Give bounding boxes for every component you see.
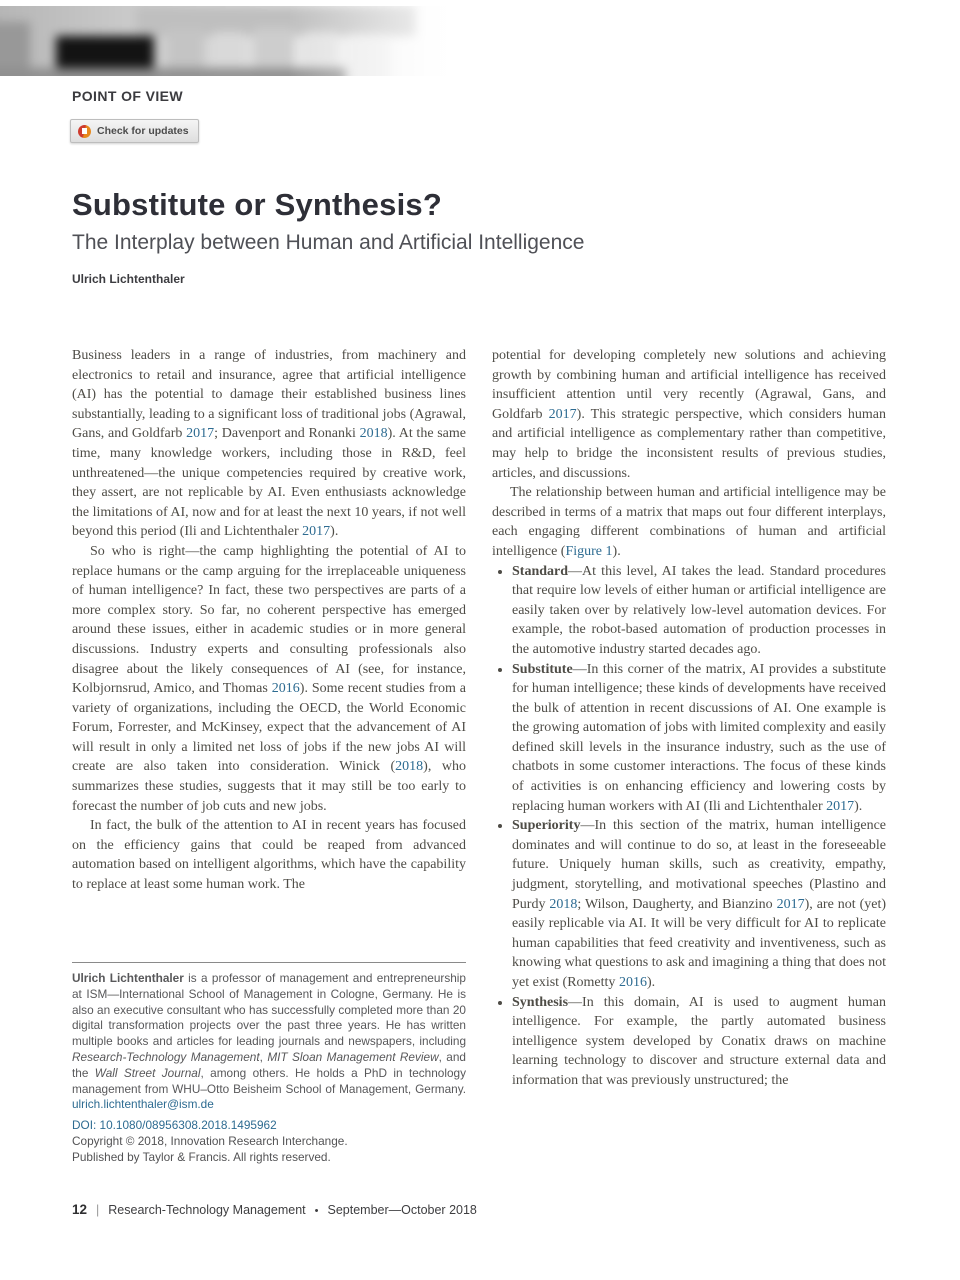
issue-date: September—October 2018 <box>327 1203 477 1217</box>
paragraph-debate: So who is right—the camp highlighting the potential of AI to replace humans or the camp arguing for the irreplaceable uniqueness of human intelligence? In fact, these two perspectives are parts of a more complex story. So far, no coherent perspective has emerged around these issues, either in academic studies or in more general discussions. Industry experts and consulting professionals also disagree about the likely consequences of AI (see, for instance, Kolbjornsrud, Amico, and Thomas 2016). Some recent studies from a variety of organizations, including the OECD, the World Economic Forum, Forrester, and McKinsey, expect that the advancement of AI will result in only a limited net loss of jobs if the new jobs AI will create are also taken into consideration. Winick (2018), who summarizes these studies, suggests that it may still be too early to forecast the number of job cuts and new jobs. <box>72 543 467 814</box>
doi-link[interactable]: DOI: 10.1080/08956308.2018.1495962 <box>72 1118 277 1133</box>
paragraph-continuation: potential for developing completely new solutions and achieving growth by combining human and artificial intelligence has received insufficient attention until very recently (Agrawal, Gans, and Goldfarb 2017). This strategic perspective, which considers human and artificial intelligence as complementary rather than competitive, may help to bridge the inconsistent results of previous studies, articles, and discussions. <box>492 348 886 481</box>
bullet-standard: • Standard—At this level, AI takes the lead. Standard procedures that require low levels of either human or artificial intelligence are easily taken over by relatively low-level automation devices. For example, the robot-based automation of production processes in the automotive industry started decades ago. <box>512 562 886 660</box>
crossmark-icon <box>78 125 91 138</box>
check-updates-label: Check for updates <box>97 125 189 137</box>
citation-link[interactable]: ulrich.lichtenthaler@ism.de <box>72 1097 214 1112</box>
citation-link[interactable]: 2018 <box>395 759 424 775</box>
matrix-bullet-list <box>492 562 886 1091</box>
left-column <box>72 346 466 895</box>
page-footer <box>72 1202 477 1217</box>
citation-link[interactable]: Figure 1 <box>565 543 613 559</box>
paragraph-intro: Business leaders in a range of industries, from machinery and electronics to retail and insurance, agree that artificial intelligence (AI) has the potential to damage their established business lines substantially, leading to a significant loss of traditional jobs (Agrawal, Gans, and Goldfarb 2017; Davenport and Ronanki 2018). At the same time, many knowledge workers, including those in R&D, feel unthreatened—the unique competencies required by creative work, they assert, are not replicable by AI. Even enthusiasts acknowledge the limitations of AI, now and for at least the next 10 years, if not well beyond this period (Ili and Lichtenthaler 2017). <box>72 348 467 540</box>
footer-separator: | <box>96 1203 100 1217</box>
article-title: Substitute or Synthesis? <box>72 187 442 222</box>
author-bio: Ulrich Lichtenthaler is a professor of management and entrepreneurship at ISM—International School of Management in Cologne, Germany. He is also an executive consultant who has successfully completed more than 20 digital transformation projects over the past three years. He has written multiple books and articles for leading journals and newspapers, including Research-Technology Management, MIT Sloan Management Review, and the Wall Street Journal, among others. He holds a PhD in technology management from WHU–Otto Beisheim School of Management, Germany. ulrich.lichtenthaler@ism.de <box>72 971 466 1112</box>
copyright-line: Copyright © 2018, Innovation Research Interchange. <box>72 1133 348 1148</box>
title-block <box>72 189 832 286</box>
footer-bullet: • <box>314 1205 319 1217</box>
header-photo <box>0 6 524 76</box>
journal-name: Research-Technology Management <box>108 1203 306 1217</box>
paragraph-matrix: The relationship between human and artificial intelligence may be described in terms of a matrix that maps out four different interplays, each engaging different combinations of human and artificial intelligence (Figure 1). <box>492 485 886 559</box>
page-number: 12 <box>72 1202 88 1217</box>
bullet-substitute: • Substitute—In this corner of the matrix, AI provides a substitute for human intelligence; these kinds of developments have received the bulk of attention in recent discussions of AI. One example is the growing automation of jobs with limited complexity and easily defined skill levels in the insurance industry, such as the use of chatbots in some customer interactions. The focus of these kinds of activities is on enhancing efficiency and lowering costs by replacing human workers with AI (Ili and Lichtenthaler 2017). <box>512 660 886 817</box>
article-subtitle: The Interplay between Human and Artificial Intelligence <box>72 230 585 254</box>
check-updates-button[interactable] <box>70 119 199 143</box>
citation-link[interactable]: 2017 <box>826 798 855 814</box>
citation-link[interactable]: 2018 <box>549 896 578 912</box>
author-name: Ulrich Lichtenthaler <box>72 271 185 286</box>
published-line: Published by Taylor & Francis. All rights reserved. <box>72 1149 331 1164</box>
citation-link[interactable]: 2018 <box>359 426 388 442</box>
citation-link[interactable]: 2017 <box>548 406 577 422</box>
section-label: POINT OF VIEW <box>72 88 183 104</box>
citation-link[interactable]: 2017 <box>186 426 215 442</box>
citation-link[interactable]: 2016 <box>271 681 300 697</box>
bullet-synthesis: • Synthesis—In this domain, AI is used to augment human intelligence. For example, the partly automated business intelligence system developed by Conatix draws on machine learning technology to discover and structure external data and information that was previously unstructured; the <box>512 993 886 1091</box>
right-column <box>492 346 886 1091</box>
paragraph-efficiency: In fact, the bulk of the attention to AI in recent years has focused on the efficiency gains that could be reaped from advanced automation based on intelligent algorithms, which have the capability to replace at least some human work. The <box>72 818 466 893</box>
citation-link[interactable]: 2017 <box>302 524 331 540</box>
author-footnote <box>72 962 466 1166</box>
citation-link[interactable]: 2016 <box>618 975 647 990</box>
citation-link[interactable]: 2017 <box>776 896 805 912</box>
bullet-superiority: • Superiority—In this section of the matrix, human intelligence dominates and will continue to do so, at least in the foreseeable future. Uniquely human skills, such as creativity, empathy, judgment, storytelling, and motivational speeches (Plastino and Purdy 2018; Wilson, Daugherty, and Bianzino 2017), are not (yet) easily replicable via AI. It will be very difficult for AI to replicate human capabilities that feed creativity and inventiveness, such as knowing what questions to ask and imagining a thing that does not yet exist (Rometty 2016). <box>512 816 886 992</box>
